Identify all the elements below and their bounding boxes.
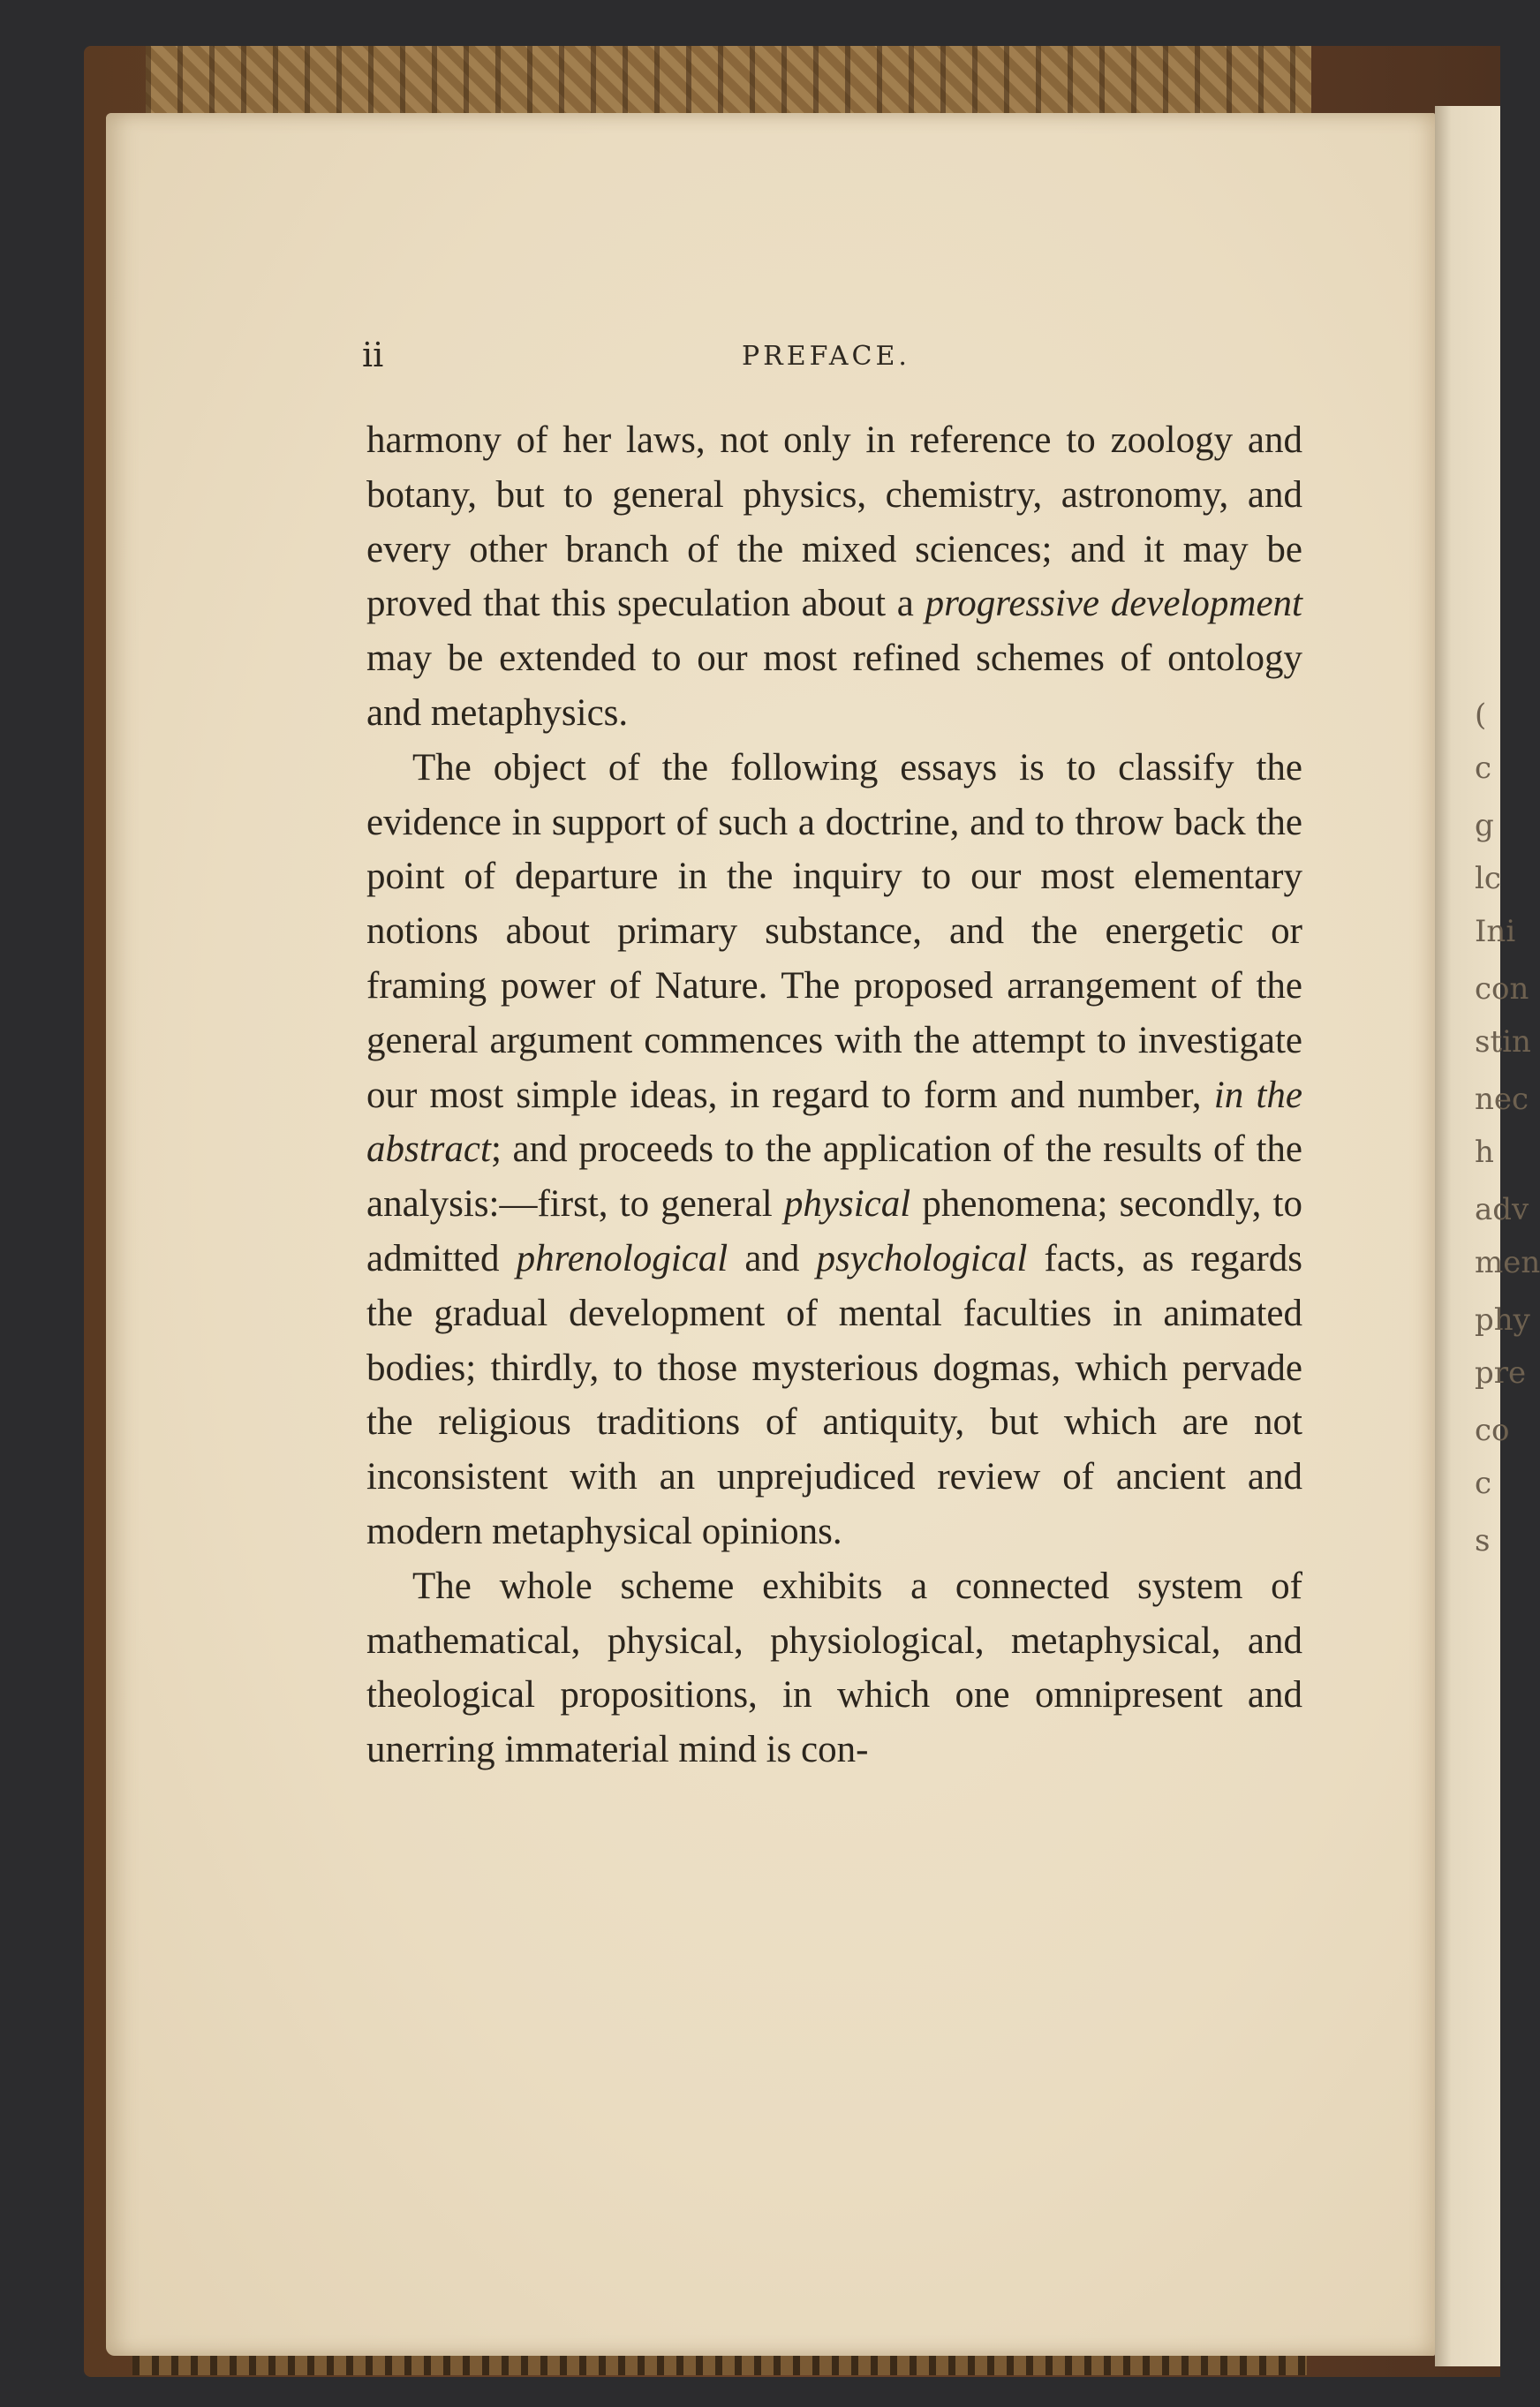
italic-phrase: phrenological (516, 1237, 728, 1279)
facing-page-fragment: con (1475, 971, 1529, 1007)
italic-phrase: psychological (816, 1237, 1028, 1279)
facing-page-fragment: Ini (1475, 914, 1516, 949)
gilt-edge-top (146, 46, 1311, 117)
facing-page-fragment: lc (1475, 861, 1501, 896)
italic-phrase: progressive development (925, 583, 1302, 625)
running-title: PREFACE. (742, 341, 910, 372)
facing-page-fragment: adv (1475, 1192, 1529, 1227)
paragraph (366, 741, 1302, 1559)
text-run: phenomena; secondly, to admitted (366, 1183, 1302, 1279)
facing-page-fragment: ( (1475, 698, 1487, 733)
text-run: and (728, 1237, 817, 1279)
paragraph (366, 1559, 1302, 1777)
page-number: ii (362, 336, 384, 374)
facing-page-edge (1435, 106, 1540, 2366)
facing-page-fragment: s (1475, 1523, 1491, 1558)
text-run: facts, as regards the gradual development of mental faculties in animated bodies; thirdly, to those mysterious dogmas, which pervade the religious traditions of antiquity, but which are not inconsistent with an unprejudiced review of ancient and modern metaphysical opinions. (366, 1237, 1302, 1552)
text-run: may be extended to our most refined schemes of ontology and metaphysics. (366, 638, 1302, 734)
facing-page-fragment: c (1475, 751, 1492, 786)
facing-page-fragment: pre (1475, 1355, 1527, 1391)
facing-page-fragment: men (1475, 1245, 1540, 1280)
text-run: harmony of her laws, not only in reference to zoology and botany, but to general physics, chemistry, astronomy, and every other branch of the mixed sciences; and it may be proved that this speculation about a (366, 419, 1302, 625)
italic-phrase: in the abstract (366, 1074, 1302, 1171)
italic-phrase: physical (783, 1183, 911, 1226)
text-run: The whole scheme exhibits a connected system of mathematical, physical, physiological, metaphysical, and theological propositions, in which one omnipresent and unerring immaterial mind is con- (366, 1565, 1302, 1771)
facing-page-fragment: h (1475, 1135, 1494, 1170)
running-head (362, 336, 1298, 389)
paragraph (366, 413, 1302, 741)
facing-page-fragment: stin (1475, 1024, 1531, 1060)
facing-page-fragment: nec (1475, 1082, 1529, 1117)
facing-page-fragment: co (1475, 1413, 1510, 1448)
facing-page-fragment: g (1475, 808, 1494, 843)
facing-page-fragment: c (1475, 1466, 1492, 1501)
text-run: ; and proceeds to the application of the results of the analysis:—first, to general (366, 1128, 1302, 1226)
text-run: The object of the following essays is to classify the evidence in support of such a doctrine, and to throw back the point of departure in the inquiry to our most elementary notions about primary substance, and the energetic or framing power of Nature. The proposed arrangement of the general argument commences with the attempt to investigate our most simple ideas, in regard to form and number, (366, 746, 1302, 1116)
body-text (366, 413, 1302, 1777)
facing-page-fragment: phy (1475, 1302, 1530, 1338)
